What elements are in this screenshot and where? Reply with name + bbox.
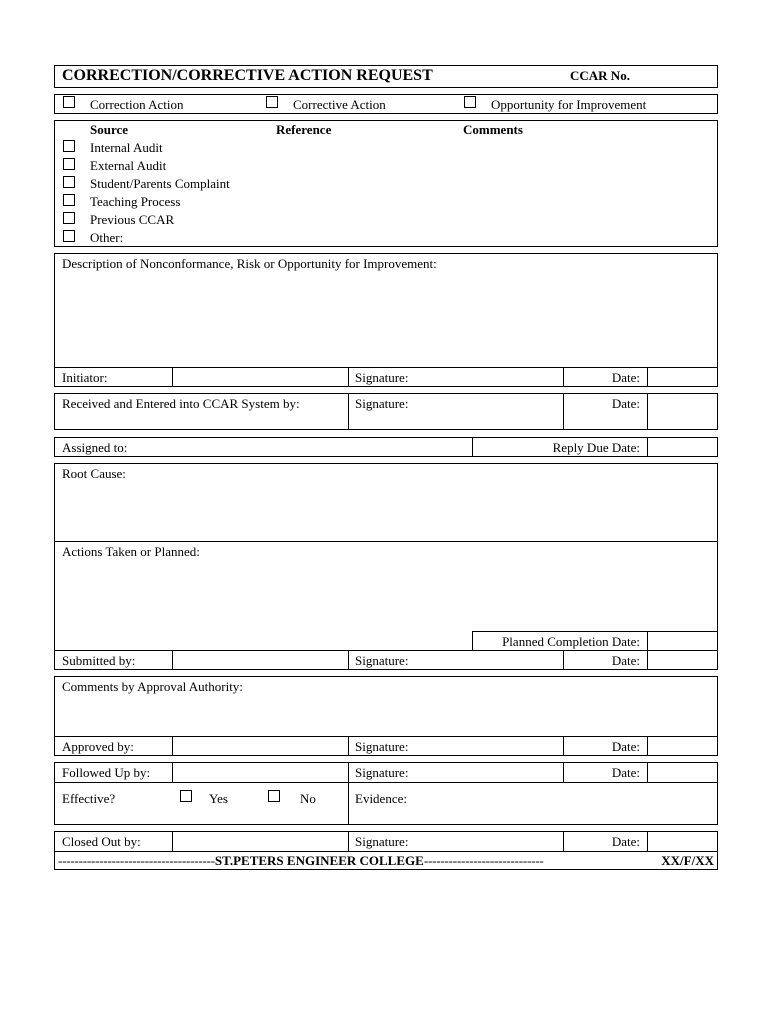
closed-date-label: Date:: [611, 834, 640, 849]
initiator-label: Initiator:: [62, 370, 108, 385]
followed-signature-label: Signature:: [355, 765, 409, 780]
external-audit-checkbox[interactable]: [63, 158, 75, 170]
root-cause-label: Root Cause:: [62, 466, 126, 481]
internal-audit-label: Internal Audit: [90, 140, 163, 155]
ccar-no-label: CCAR No.: [570, 68, 630, 83]
initiator-signature-label: Signature:: [355, 370, 409, 385]
followed-date-label: Date:: [611, 765, 640, 780]
opportunity-improvement-checkbox[interactable]: [464, 96, 476, 108]
form-title: CORRECTION/CORRECTIVE ACTION REQUEST: [62, 67, 433, 84]
evidence-label: Evidence:: [355, 791, 407, 806]
footer-college: ST.PETERS ENGINEER COLLEGE: [214, 853, 424, 868]
other-checkbox[interactable]: [63, 230, 75, 242]
description-label: Description of Nonconformance, Risk or Opportunity for Improvement:: [62, 256, 437, 271]
effective-no-label: No: [300, 791, 316, 806]
approved-signature-label: Signature:: [355, 739, 409, 754]
effective-yes-label: Yes: [209, 791, 228, 806]
reference-heading: Reference: [276, 122, 332, 137]
planned-completion-label: Planned Completion Date:: [502, 634, 640, 649]
effective-no-checkbox[interactable]: [268, 790, 280, 802]
teaching-process-label: Teaching Process: [90, 194, 181, 209]
received-signature-label: Signature:: [355, 396, 409, 411]
opportunity-improvement-label: Opportunity for Improvement: [491, 97, 647, 112]
approved-date-label: Date:: [611, 739, 640, 754]
reply-due-label: Reply Due Date:: [552, 440, 640, 455]
footer-code: XX/F/XX: [661, 853, 714, 868]
comments-approval-label: Comments by Approval Authority:: [62, 679, 243, 694]
internal-audit-checkbox[interactable]: [63, 140, 75, 152]
correction-action-label: Correction Action: [90, 97, 184, 112]
submitted-date-label: Date:: [611, 653, 640, 668]
followed-label: Followed Up by:: [62, 765, 151, 780]
previous-ccar-label: Previous CCAR: [90, 212, 175, 227]
received-label: Received and Entered into CCAR System by:: [62, 396, 300, 411]
external-audit-label: External Audit: [90, 158, 167, 173]
closed-signature-label: Signature:: [355, 834, 409, 849]
assigned-label: Assigned to:: [62, 440, 128, 455]
initiator-date-label: Date:: [611, 370, 640, 385]
correction-action-checkbox[interactable]: [63, 96, 75, 108]
teaching-process-checkbox[interactable]: [63, 194, 75, 206]
source-heading: Source: [90, 122, 129, 137]
submitted-label: Submitted by:: [62, 653, 136, 668]
student-parents-complaint-checkbox[interactable]: [63, 176, 75, 188]
other-label: Other:: [90, 230, 124, 245]
student-parents-complaint-label: Student/Parents Complaint: [90, 176, 230, 191]
received-date-label: Date:: [611, 396, 640, 411]
footer-right-dashes: -----------------------------: [423, 853, 544, 868]
submitted-signature-label: Signature:: [355, 653, 409, 668]
footer-line: [58, 853, 714, 868]
effective-label: Effective?: [62, 791, 116, 806]
corrective-action-checkbox[interactable]: [266, 96, 278, 108]
approved-label: Approved by:: [62, 739, 134, 754]
effective-yes-checkbox[interactable]: [180, 790, 192, 802]
closed-label: Closed Out by:: [62, 834, 141, 849]
corrective-action-label: Corrective Action: [293, 97, 386, 112]
comments-heading: Comments: [463, 122, 523, 137]
previous-ccar-checkbox[interactable]: [63, 212, 75, 224]
actions-label: Actions Taken or Planned:: [62, 544, 200, 559]
footer-left-dashes: --------------------------------------: [58, 853, 215, 868]
